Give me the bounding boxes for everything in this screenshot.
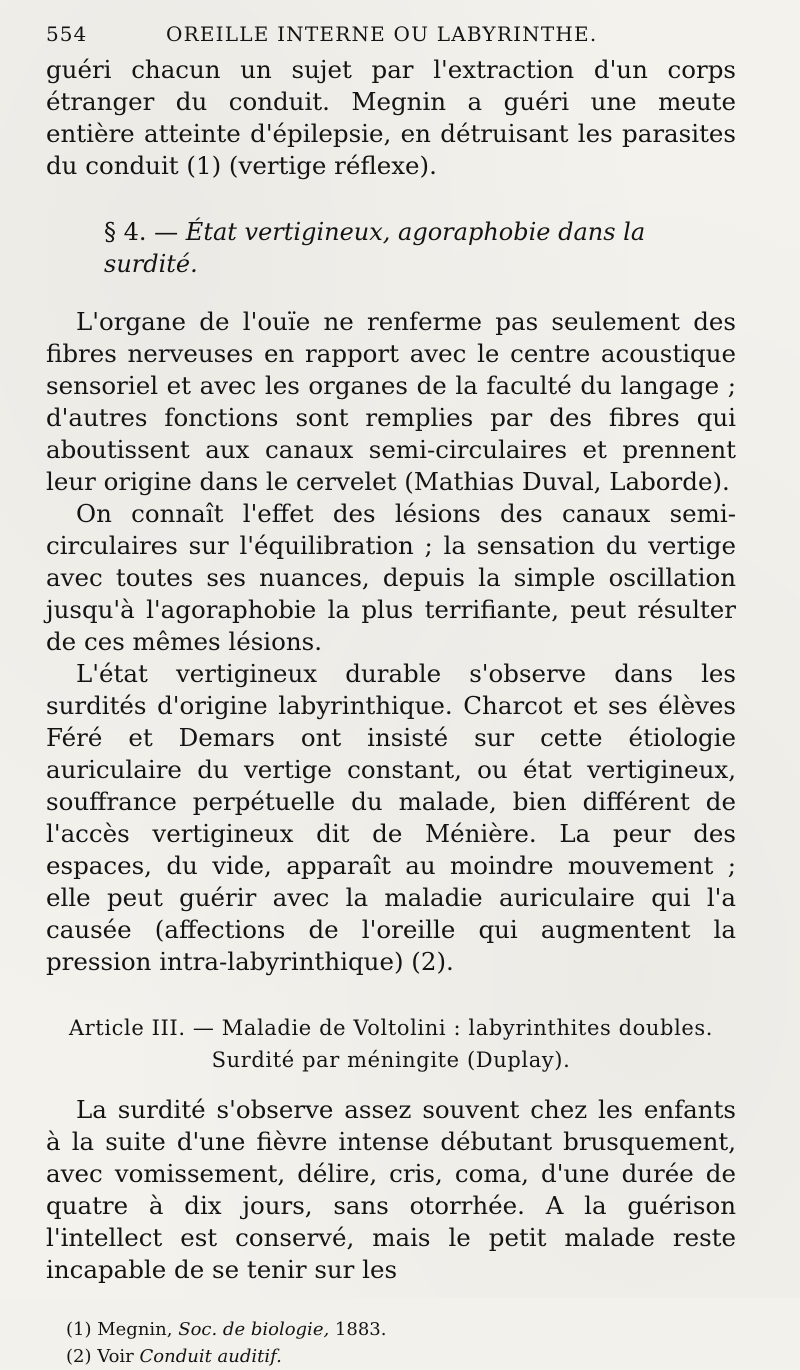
article-heading-line-2: Surdité par méningite (Duplay). xyxy=(211,1048,571,1072)
footnote-2 xyxy=(66,1343,736,1370)
article-heading-line-1: Article III. — Maladie de Voltolini : labyrinthites doubles. xyxy=(68,1016,714,1040)
footnote-1-prefix: (1) Megnin, xyxy=(66,1319,173,1340)
footnote-2-prefix: (2) Voir xyxy=(66,1346,134,1367)
footnote-1-source: Soc. de biologie, xyxy=(178,1319,330,1340)
footnote-2-ref: Conduit auditif. xyxy=(139,1346,282,1367)
page-text xyxy=(46,54,736,1286)
running-title: OREILLE INTERNE OU LABYRINTHE. xyxy=(166,22,598,46)
running-head xyxy=(46,22,736,46)
page-number: 554 xyxy=(46,22,88,46)
footnotes xyxy=(46,1316,736,1370)
section-heading xyxy=(104,216,736,280)
footnote-1-year: 1883. xyxy=(334,1319,387,1340)
section-number: § 4. — xyxy=(104,218,179,246)
paragraph-2: On connaît l'effet des lésions des canaux semi-circulaires sur l'équilibration ; la sensation du vertige avec toutes ses nuances, depuis la simple oscillation jusqu'à l'agoraphobie la plus terrifiante, peut résulter de ces mêmes lésions. xyxy=(46,499,736,656)
footnote-1 xyxy=(66,1316,736,1343)
article-heading xyxy=(46,1012,736,1076)
paragraph-continuation: guéri chacun un sujet par l'extraction d'un corps étranger du conduit. Megnin a guéri une meute entière atteinte d'épilepsie, en détruisant les parasites du conduit (1) (vertige réflexe). xyxy=(46,55,736,180)
paragraph-4: La surdité s'observe assez souvent chez les enfants à la suite d'une fièvre intense débutant brusquement, avec vomissement, délire, cris, coma, d'une durée de quatre à dix jours, sans otorrhée. A la guérison l'intellect est conservé, mais le petit malade reste incapable de se tenir sur les xyxy=(46,1095,736,1284)
paragraph-3: L'état vertigineux durable s'observe dans les surdités d'origine labyrinthique. Charcot et ses élèves Féré et Demars ont insisté sur cette étiologie auriculaire du vertige constant, ou état vertigineux, souffrance perpétuelle du malade, bien différent de l'accès vertigineux dit de Ménière. La peur des espaces, du vide, apparaît au moindre mouvement ; elle peut guérir avec la maladie auriculaire qui l'a causée (affections de l'oreille qui augmentent la pression intra-labyrinthique) (2). xyxy=(46,659,736,976)
section-title: État vertigineux, agoraphobie dans la surdité. xyxy=(104,218,646,278)
paragraph-1: L'organe de l'ouïe ne renferme pas seulement des fibres nerveuses en rapport avec le centre acoustique sensoriel et avec les organes de la faculté du langage ; d'autres fonctions sont remplies par des fibres qui aboutissent aux canaux semi-circulaires et prennent leur origine dans le cervelet (Mathias Duval, Laborde). xyxy=(46,307,736,496)
